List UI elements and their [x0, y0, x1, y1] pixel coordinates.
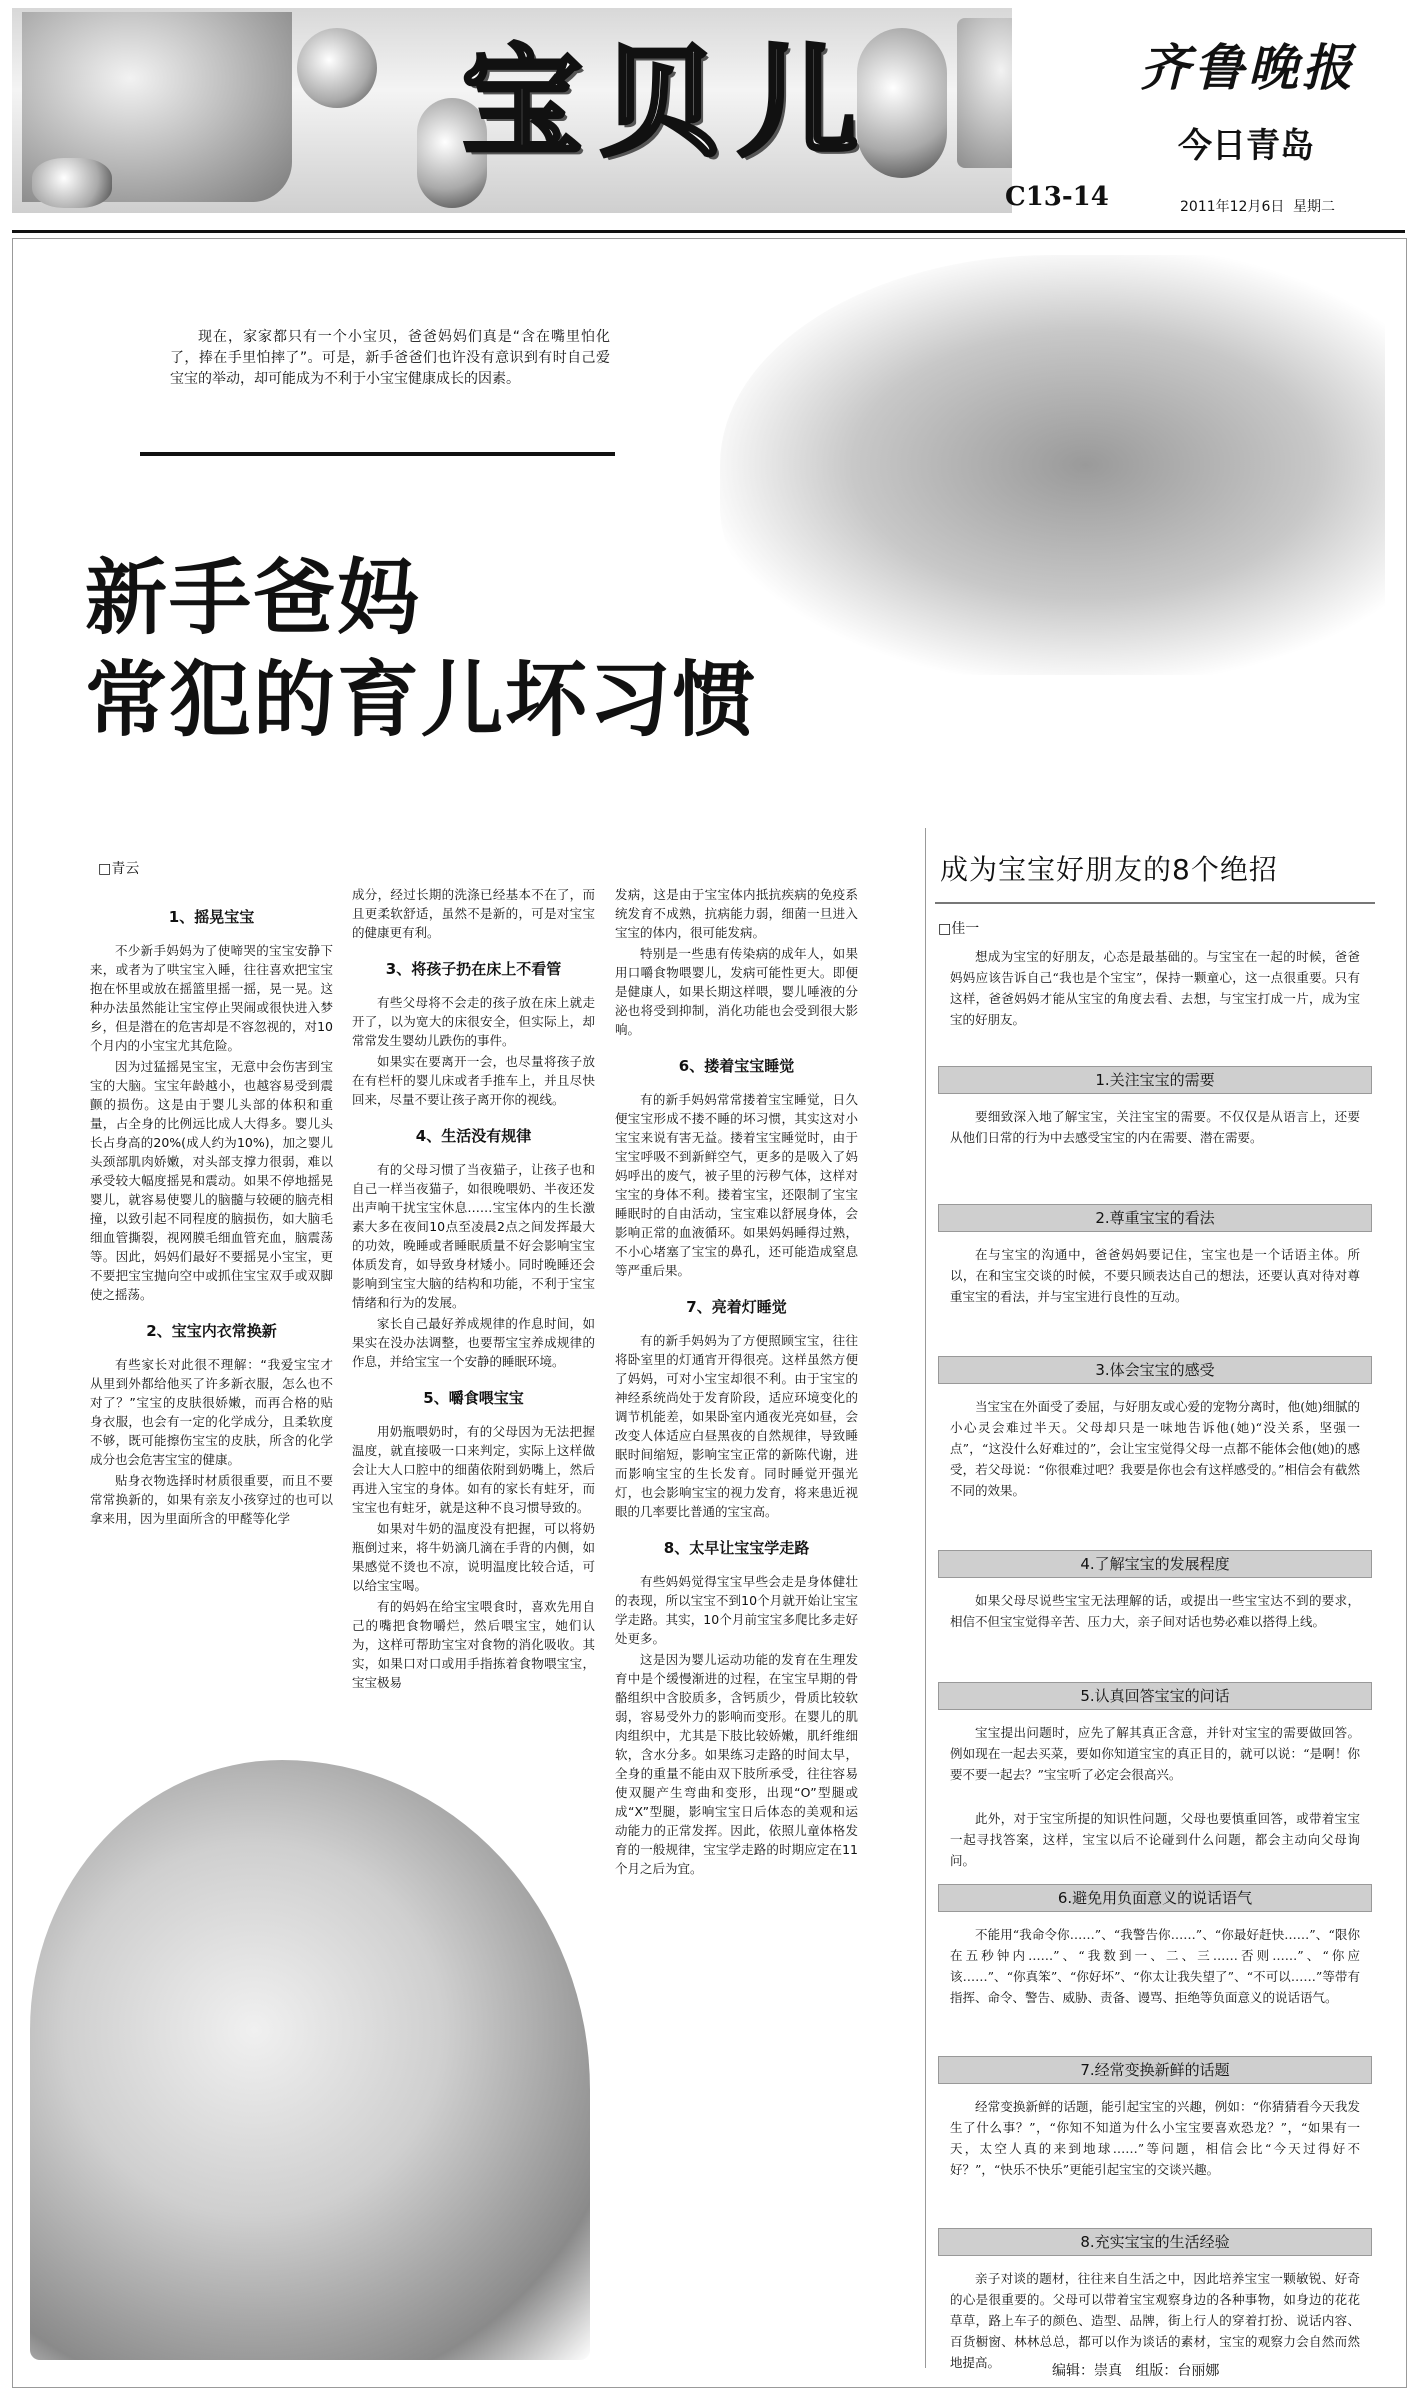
toddler-photo [957, 18, 1012, 168]
paragraph: 如果实在要离开一会，也尽量将孩子放在有栏杆的婴儿床或者手推车上，并且尽快回来，尽量不要让孩子离开你的视线。 [352, 1054, 595, 1107]
tip-heading: 1.关注宝宝的需要 [938, 1066, 1372, 1094]
sidebar-byline: □佳一 [938, 921, 980, 937]
paragraph: 有的妈妈在给宝宝喂食时，喜欢先用自己的嘴把食物嚼烂，然后喂宝宝，她们认为，这样可帮助宝宝对食物的消化吸收。其实，如果口对口或用手指拣着食物喂宝宝，宝宝极易 [352, 1599, 595, 1690]
sidebar-paragraph: 亲子对谈的题材，往往来自生活之中，因此培养宝宝一颗敏锐、好奇的心是很重要的。父母可以带着宝宝观察身边的各种事物，如身边的花花草草，路上车子的颜色、造型、品牌，街上行人的穿着打扮、说话内容、百货橱窗、林林总总，都可以作为谈话的素材，宝宝的观察力会自然而然地提高。 [950, 2271, 1360, 2370]
tip-heading: 8.充实宝宝的生活经验 [938, 2228, 1372, 2256]
paragraph: 如果对牛奶的温度没有把握，可以将奶瓶倒过来，将牛奶滴几滴在手背的内侧，如果感觉不烫也不凉，说明温度比较合适，可以给宝宝喝。 [352, 1521, 595, 1593]
main-byline: □青云 [98, 861, 140, 877]
sidebar-title-rule [935, 902, 1375, 904]
subsection-heading: 2、宝宝内衣常换新 [146, 1322, 277, 1340]
cartoon-car-icon [32, 158, 112, 208]
sidebar-title: 成为宝宝好朋友的8个绝招 [940, 853, 1278, 886]
sidebar-paragraph: 此外，对于宝宝所提的知识性问题，父母也要慎重回答，或带着宝宝一起寻找答案，这样，宝宝以后不论碰到什么问题，都会主动向父母询问。 [950, 1811, 1360, 1868]
paragraph: 这是因为婴儿运动功能的发育在生理发育中是个缓慢渐进的过程，在宝宝早期的骨骼组织中含胶质多，含钙质少，骨质比较软弱，容易受外力的影响而变形。在婴儿的肌肉组织中，尤其是下肢比较娇嫩，肌纤维细软，含水分多。如果练习走路的时间太早，全身的重量不能由双下肢所承受，往往容易使双腿产生弯曲和变形，出现“O”型腿或成“X”型腿，影响宝宝日后体态的美观和运动能力的正常发挥。因此，依照儿童体格发育的一般规律，宝宝学走路的时期应定在11个月之后为宜。 [615, 1652, 858, 1876]
tip-heading: 7.经常变换新鲜的话题 [938, 2056, 1372, 2084]
paragraph: 不少新手妈妈为了使啼哭的宝宝安静下来，或者为了哄宝宝入睡，往往喜欢把宝宝抱在怀里或放在摇篮里摇一摇，晃一晃。这种办法虽然能让宝宝停止哭闹或很快进入梦乡，但是潜在的危害却是不容忽视的，对10个月内的小宝宝尤其危险。 [90, 943, 333, 1053]
sidebar-paragraph: 当宝宝在外面受了委屈，与好朋友或心爱的宠物分离时，他(她)细腻的小心灵会难过半天。父母却只是一味地告诉他(她)“没关系，坚强一点”，“这没什么好难过的”，会让宝宝觉得父母一点都不能体会他(她)的感受，若父母说：“你很难过吧？我要是你也会有这样感受的。”相信会有截然不同的效果。 [950, 1399, 1360, 1498]
article-column-1 [90, 890, 333, 1530]
paragraph: 有的父母习惯了当夜猫子，让孩子也和自己一样当夜猫子，如很晚喂奶、半夜还发出声响干扰宝宝休息……宝宝体内的生长激素大多在夜间10点至凌晨2点之间发挥最大的功效，晚睡或者睡眠质量不好会影响宝宝体质发育，如导致身材矮小。同时晚睡还会影响到宝宝大脑的结构和功能，不利于宝宝情绪和行为的发展。 [352, 1162, 595, 1310]
sidebar-paragraph: 在与宝宝的沟通中，爸爸妈妈要记住，宝宝也是一个话语主体。所以，在和宝宝交谈的时候，不要只顾表达自己的想法，还要认真对待对尊重宝宝的看法，并与宝宝进行良性的互动。 [950, 1247, 1360, 1304]
paragraph: 因为过猛摇晃宝宝，无意中会伤害到宝宝的大脑。宝宝年龄越小，也越容易受到震颤的损伤。这是由于婴儿头部的体积和重量，占全身的比例远比成人大得多。婴儿头长占身高的20%(成人约为10%)，加之婴儿头颈部肌肉娇嫩，对头部支撑力很弱，难以承受较大幅度摇晃和震动。如果不停地摇晃婴儿，就容易使婴儿的脑髓与较硬的脑壳相撞，以致引起不同程度的脑损伤，如大脑毛细血管撕裂，视网膜毛细血管充血，脑震荡等。因此，妈妈们最好不要摇晃小宝宝，更不要把宝宝抛向空中或抓住宝宝双手或双脚使之摇荡。 [90, 1059, 333, 1302]
paragraph: 有些父母将不会走的孩子放在床上就走开了，以为宽大的床很安全，但实际上，却常常发生婴幼儿跌伤的事件。 [352, 995, 595, 1048]
paragraph: 有的新手妈妈为了方便照顾宝宝，往往将卧室里的灯通宵开得很亮。这样虽然方便了妈妈，可对小宝宝却很不利。由于宝宝的神经系统尚处于发育阶段，适应环境变化的调节机能差，如果卧室内通夜光亮如昼，会改变人体适应白昼黑夜的自然规律，导致睡眠时间缩短，影响宝宝正常的新陈代谢，进而影响宝宝的生长发育。同时睡觉开强光灯，也会影响宝宝的视力发育，将来患近视眼的几率要比普通的宝宝高。 [615, 1333, 858, 1519]
sidebar-paragraph: 要细致深入地了解宝宝，关注宝宝的需要。不仅仅是从语言上，还要从他们日常的行为中去感受宝宝的内在需要、潜在需要。 [950, 1109, 1360, 1145]
subsection-heading: 8、太早让宝宝学走路 [663, 1539, 810, 1557]
article-column-2 [352, 885, 595, 1694]
paragraph: 成分，经过长期的洗涤已经基本不在了，而且更柔软舒适，虽然不是新的，可是对宝宝的健康更有利。 [352, 887, 595, 940]
tip-heading: 3.体会宝宝的感受 [938, 1356, 1372, 1384]
issue-date: 2011年12月6日 [1180, 199, 1285, 215]
paragraph: 特别是一些患有传染病的成年人，如果用口嚼食物喂婴儿，发病可能性更大。即便是健康人，如果长期这样喂，婴儿唾液的分泌也将受到抑制，消化功能也会受到很大影响。 [615, 946, 858, 1037]
issue-weekday: 星期二 [1293, 199, 1335, 215]
article-column-3 [615, 885, 858, 1880]
edition-name: 今日青岛 [1178, 126, 1314, 166]
sidebar-paragraph: 经常变换新鲜的话题，能引起宝宝的兴趣，例如：“你猜猜看今天我发生了什么事？”，“你知不知道为什么小宝宝要喜欢恐龙？”，“如果有一天，太空人真的来到地球……”等问题，相信会比“今天过得好不好？”，“快乐不快乐”更能引起宝宝的交谈兴趣。 [950, 2099, 1360, 2177]
credits: 编辑：崇真 组版：台丽娜 [1052, 2363, 1220, 2379]
subsection-heading: 4、生活没有规律 [415, 1127, 532, 1145]
page-number: C13-14 [1005, 182, 1109, 212]
sidebar-paragraph: 宝宝提出问题时，应先了解其真正含意，并针对宝宝的需要做回答。例如现在一起去买菜，要如你知道宝宝的真正目的，就可以说：“是啊！你要不要一起去？”宝宝听了必定会很高兴。 [950, 1725, 1360, 1782]
paragraph: 用奶瓶喂奶时，有的父母因为无法把握温度，就直接吸一口来判定，实际上这样做会让大人口腔中的细菌依附到奶嘴上，然后再进入宝宝的身体。如有的家长有蛀牙，而宝宝也有蛀牙，就是这种不良习惯导致的。 [352, 1424, 595, 1515]
subsection-heading: 1、摇晃宝宝 [168, 908, 255, 926]
subsection-heading: 6、搂着宝宝睡觉 [678, 1057, 795, 1075]
paragraph: 有些妈妈觉得宝宝早些会走是身体健壮的表现，所以宝宝不到10个月就开始让宝宝学走路。其实，10个月前宝宝多爬比多走好处更多。 [615, 1574, 858, 1646]
header-banner [12, 8, 1012, 213]
paper-name: 齐鲁晚报 [1140, 38, 1356, 97]
paragraph: 有些家长对此很不理解：“我爱宝宝才从里到外都给他买了许多新衣服，怎么也不对了？”宝宝的皮肤很娇嫩，而再合格的贴身衣服，也会有一定的化学成分，且柔软度不够，既可能擦伤宝宝的皮肤，所含的化学成分也会危害宝宝的健康。 [90, 1357, 333, 1467]
subsection-heading: 7、亮着灯睡觉 [686, 1298, 787, 1316]
section-title: 宝贝儿 [462, 32, 876, 173]
tip-heading: 6.避免用负面意义的说话语气 [938, 1884, 1372, 1912]
tip-heading: 2.尊重宝宝的看法 [938, 1204, 1372, 1232]
tip-heading: 5.认真回答宝宝的问话 [938, 1682, 1372, 1710]
sidebar-paragraph: 不能用“我命令你……”、“我警告你……”、“你最好赶快……”、“限你在五秒钟内……”、“我数到一、二、三……否则……”、“你应该……”、“你真笨”、“你好坏”、“你太让我失望了”、“不可以……”等带有指挥、命令、警告、威胁、责备、谩骂、拒绝等负面意义的说话语气。 [950, 1927, 1360, 2005]
header-rule [12, 230, 1405, 233]
sidebar-paragraph: 如果父母尽说些宝宝无法理解的话，或提出一些宝宝达不到的要求，相信不但宝宝觉得辛苦、压力大，亲子间对话也势必难以搭得上线。 [950, 1593, 1360, 1629]
paragraph: 家长自己最好养成规律的作息时间，如果实在没办法调整，也要帮宝宝养成规律的作息，并给宝宝一个安静的睡眠环境。 [352, 1316, 595, 1369]
subsection-heading: 5、嚼食喂宝宝 [423, 1389, 524, 1407]
sidebar-paragraph: 想成为宝宝的好朋友，心态是最基础的。与宝宝在一起的时候，爸爸妈妈应该告诉自己“我也是个宝宝”，保持一颗童心，这一点很重要。只有这样，爸爸妈妈才能从宝宝的角度去看、去想，与宝宝打成一片，成为宝宝的好朋友。 [950, 949, 1360, 1027]
headline-line-1: 新手爸妈 [85, 551, 422, 646]
hello-kitty-icon [297, 28, 377, 108]
paragraph: 贴身衣物选择时材质很重要，而且不要常常换新的，如果有亲友小孩穿过的也可以拿来用，因为里面所含的甲醛等化学 [90, 1473, 333, 1526]
paragraph: 发病，这是由于宝宝体内抵抗疾病的免疫系统发育不成熟，抗病能力弱，细菌一旦进入宝宝的体内，很可能发病。 [615, 887, 858, 940]
intro-text: 现在，家家都只有一个小宝贝，爸爸妈妈们真是“含在嘴里怕化了，捧在手里怕摔了”。可是，新手爸爸们也许没有意识到有时自己爱宝宝的举动，却可能成为不利于小宝宝健康成长的因素。 [170, 329, 610, 387]
subsection-heading: 3、将孩子扔在床上不看管 [385, 960, 562, 978]
mother-child-photo [720, 255, 1385, 675]
headline-line-2: 常犯的育儿坏习惯 [85, 653, 758, 748]
intro-rule [140, 452, 615, 456]
paragraph: 有的新手妈妈常常搂着宝宝睡觉，日久便宝宝形成不搂不睡的坏习惯，其实这对小宝宝来说有害无益。搂着宝宝睡觉时，由于宝宝呼吸不到新鲜空气，更多的是吸入了妈妈呼出的废气，被子里的污秽气体，这样对宝宝的身体不利。搂着宝宝，还限制了宝宝睡眠时的自由活动，宝宝难以舒展身体，会影响正常的血液循环。如果妈妈睡得过熟，不小心堵塞了宝宝的鼻孔，还可能造成窒息等严重后果。 [615, 1092, 858, 1278]
tip-heading: 4.了解宝宝的发展程度 [938, 1550, 1372, 1578]
